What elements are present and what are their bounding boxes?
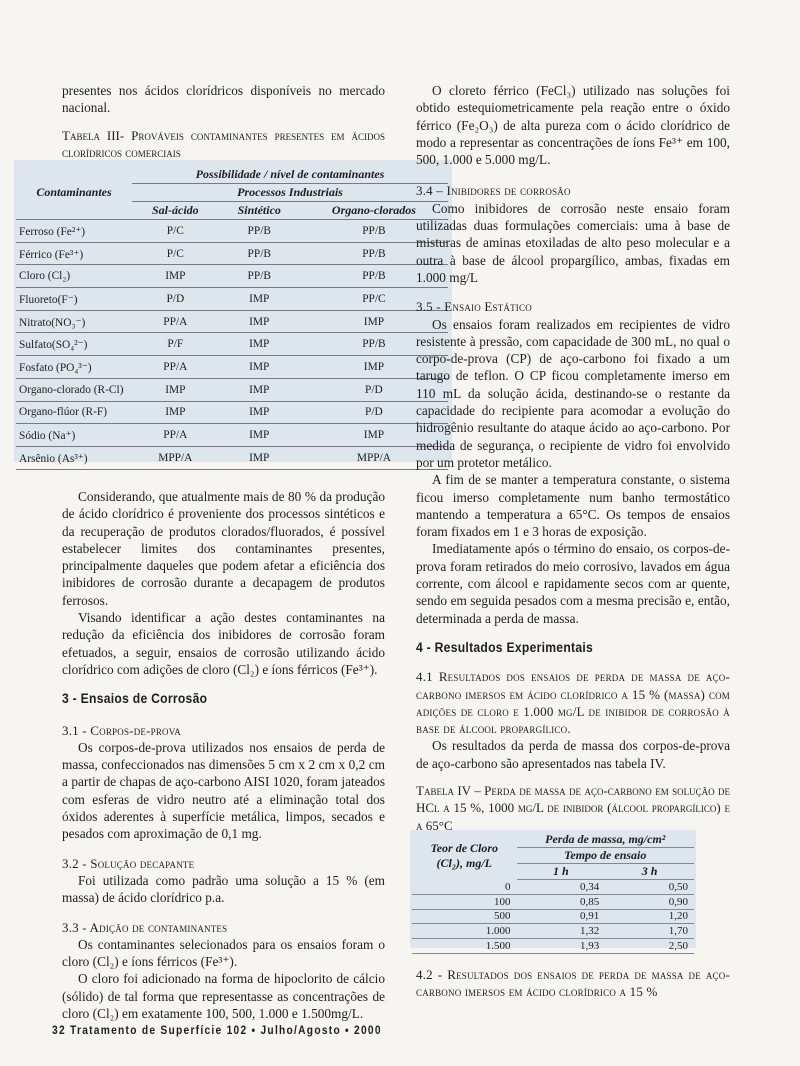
contaminant-name: Nitrato(NO₃⁻) [16, 310, 132, 333]
th-sal-acido: Sal-ácido [132, 202, 219, 220]
contaminant-name: Organo-flúor (R-F) [16, 401, 132, 424]
subsection-4-2: 4.2 - Resultados dos ensaios de perda de massa de aço-carbono imersos em ácido clorídrico a 15 % [416, 967, 730, 1000]
contaminant-level: IMP [300, 424, 448, 447]
contaminant-name: Cloro (Cl₂) [16, 265, 132, 288]
contaminant-level: P/D [132, 288, 219, 311]
th-possibilidade: Possibilidade / nível de contaminantes [132, 166, 448, 184]
contaminant-level: PP/C [300, 288, 448, 311]
chlorine-content: 1.000 [412, 924, 517, 939]
mass-loss-value: 0,85 [517, 894, 606, 909]
contaminant-level: MPP/A [300, 446, 448, 469]
table4-caption: Tabela IV – Perda de massa de aço-carbono em solução de HCl a 15 %, 1000 mg/L de inibidor (álcool propargílico) e a 65°C [416, 782, 730, 833]
table-row [412, 909, 694, 924]
left-column-top [62, 82, 385, 161]
contaminant-level: IMP [300, 310, 448, 333]
right-column [416, 82, 730, 834]
contaminant-level: IMP [219, 424, 300, 447]
th-contaminantes: Contaminantes [16, 166, 132, 220]
subsection-3-3: 3.3 - Adição de contaminantes [62, 919, 228, 935]
contaminant-level: PP/B [219, 265, 300, 288]
table-row [16, 242, 448, 265]
th-teor-line1: Teor de Cloro [430, 840, 499, 855]
subsection-3-3-text2: O cloro foi adicionado na forma de hipoclorito de cálcio (sólido) de tal forma que representasse as concentrações de cloro (Cl₂) em exatamente 100, 500, 1.000 e 1.500mg/L. [62, 971, 385, 1022]
contaminant-level: PP/A [132, 424, 219, 447]
table-row [412, 939, 694, 954]
table-row [16, 446, 448, 469]
table-row [412, 880, 694, 895]
contaminant-level: IMP [132, 378, 219, 401]
contaminant-level: MPP/A [132, 446, 219, 469]
th-processos: Processos Industriais [132, 184, 448, 202]
contaminant-level: IMP [219, 333, 300, 356]
contaminant-level: P/D [300, 378, 448, 401]
contaminant-level: PP/A [132, 356, 219, 379]
contaminant-level: IMP [219, 401, 300, 424]
mass-loss-value: 1,70 [605, 924, 694, 939]
subsection-3-5-text1: Os ensaios foram realizados em recipientes de vidro resistente à pressão, com capacidade de 300 mL, no qual o corpo-de-prova (CP) de aço-carbono foi fixado a um tarugo de teflon. O CP ficou completamente imerso em 110 mL da solução ácida, destinando-se o restante da capacidade do recipiente para acomodar a evolução do hidrogênio resultante do ataque ácido ao aço-carbono. Por medida de segurança, o recipiente de vidro foi envolvido por um protetor metálico. [416, 316, 730, 470]
table-row [16, 401, 448, 424]
table-row [16, 333, 448, 356]
subsection-4-1: 4.1 Resultados dos ensaios de perda de massa de aço-carbono imersos em ácido clorídrico a 15 % (massa) com adições de cloro e 1.000 mg/L de inibidor de corrosão à base de álcool propargílico. [416, 669, 730, 737]
table-row [16, 310, 448, 333]
section-heading-4: 4 - Resultados Experimentais [416, 639, 594, 655]
contaminant-name: Sódio (Na⁺) [16, 424, 132, 447]
contaminant-level: IMP [219, 446, 300, 469]
contaminant-level: IMP [219, 310, 300, 333]
subsection-4-1-text: Os resultados da perda de massa dos corpos-de-prova de aço-carbono são apresentados nas tabela IV. [416, 738, 730, 771]
subsection-3-2-text: Foi utilizada como padrão uma solução a 15 % (em massa) de ácido clorídrico p.a. [62, 872, 385, 906]
contaminant-level: P/C [132, 220, 219, 243]
mass-loss-value: 0,91 [517, 909, 606, 924]
table-row [16, 424, 448, 447]
subsection-3-5: 3.5 - Ensaio Estático [416, 299, 532, 315]
contaminant-name: Sulfato(SO₄²⁻) [16, 333, 132, 356]
chlorine-content: 500 [412, 909, 517, 924]
th-tempo: Tempo de ensaio [517, 848, 694, 864]
right-column-bottom [416, 966, 730, 1001]
contaminant-level: IMP [219, 288, 300, 311]
table-row [412, 894, 694, 909]
contaminant-name: Férrico (Fe³⁺) [16, 242, 132, 265]
contaminant-level: PP/B [300, 333, 448, 356]
subsection-3-2: 3.2 - Solução decapante [62, 855, 195, 871]
contaminant-level: PP/B [219, 242, 300, 265]
contaminant-name: Fluoreto(F⁻) [16, 288, 132, 311]
table-row [16, 356, 448, 379]
subsection-3-5-text2: A fim de se manter a temperatura constante, o sistema ficou imerso completamente num banho termostático mantendo a temperatura a 65°C. Os tempos de ensaios foram fixados em 1 e 3 horas de exposição. [416, 472, 730, 540]
page-footer: 32 Tratamento de Superfície 102 • Julho/Agosto • 2000 [52, 1023, 382, 1037]
contaminant-level: PP/A [132, 310, 219, 333]
contaminant-level: IMP [219, 378, 300, 401]
th-3h: 3 h [605, 864, 694, 880]
left-column-bottom [62, 488, 385, 1022]
table-row [16, 288, 448, 311]
mass-loss-value: 1,32 [517, 924, 606, 939]
contaminant-level: PP/B [300, 265, 448, 288]
paragraph-considerando: Considerando, que atualmente mais de 80 % da produção de ácido clorídrico é proveniente dos processos sintéticos e da recuperação de produtos clorados/fluorados, é possível estabelecer limites dos contaminantes presentes, principalmente daqueles que podem afetar a eficiência dos inibidores de corrosão durante a decapagem de produtos ferrosos. [62, 489, 385, 608]
contaminant-level: PP/B [300, 242, 448, 265]
paragraph-visando: Visando identificar a ação destes contaminantes na redução da eficiência dos inibidores de corrosão foram efetuados, a seguir, ensaios de corrosão utilizando ácido clorídrico com adições de cloro (Cl₂) e íons férricos (Fe³⁺). [62, 610, 385, 677]
contaminant-level: PP/B [219, 220, 300, 243]
contaminant-name: Arsênio (As³⁺) [16, 446, 132, 469]
th-1h: 1 h [517, 864, 606, 880]
table3-caption: Tabela III- Prováveis contaminantes presentes em ácidos clorídricos comerciais [62, 127, 385, 160]
paragraph-cloreto-ferrico: O cloreto férrico (FeCl₃) utilizado nas soluções foi obtido estequiometricamente pela reação entre o óxido férrico (Fe₂O₃) de alta pureza com o ácido clorídrico de modo a representar as concentrações de íons Fe³⁺ em 100, 500, 1.000 e 5.000 mg/L. [416, 83, 730, 168]
contaminant-level: P/C [132, 242, 219, 265]
mass-loss-value: 1,93 [517, 939, 606, 954]
mass-loss-value: 0,34 [517, 880, 606, 895]
th-teor-line2: (Cl₂), mg/L [436, 855, 493, 870]
subsection-3-1-text: Os corpos-de-prova utilizados nos ensaios de perda de massa, confeccionados nas dimensões 5 cm x 2 cm x 0,2 cm a partir de chapas de aço-carbono AISI 1020, foram jateados com esferas de vidro neutro até a eliminação total dos óxidos aderentes à superfície metálica, limpos, secados e pesados com aproximação de 0,1 mg. [62, 739, 385, 842]
section-heading-3: 3 - Ensaios de Corrosão [62, 691, 208, 707]
subsection-3-1: 3.1 - Corpos-de-prova [62, 722, 181, 738]
mass-loss-value: 0,50 [605, 880, 694, 895]
mass-loss-value: 2,50 [605, 939, 694, 954]
th-teor [412, 832, 517, 880]
subsection-3-3-text1: Os contaminantes selecionados para os ensaios foram o cloro (Cl₂) e íons férricos (Fe³⁺). [62, 936, 385, 970]
th-sintetico: Sintético [219, 202, 300, 220]
subsection-3-4: 3.4 – Inibidores de corrosão [416, 183, 571, 199]
contaminant-level: IMP [300, 356, 448, 379]
contaminant-level: IMP [132, 401, 219, 424]
chlorine-content: 0 [412, 880, 517, 895]
contaminant-level: P/F [132, 333, 219, 356]
subsection-3-5-text3: Imediatamente após o término do ensaio, os corpos-de-prova foram retirados do meio corrosivo, lavados em água corrente, com álcool e rapidamente secos com ar quente, sendo em seguida pesados com a mesma precisão e, então, determinada a perda de massa. [416, 541, 730, 626]
contaminant-level: IMP [219, 356, 300, 379]
table-row [16, 265, 448, 288]
mass-loss-value: 0,90 [605, 894, 694, 909]
table-row [16, 220, 448, 243]
contaminant-name: Fosfato (PO₄³⁻) [16, 356, 132, 379]
table-contaminants [16, 166, 448, 470]
subsection-3-4-text: Como inibidores de corrosão neste ensaio foram utilizadas duas formulações comerciais: uma à base de misturas de aminas etoxiladas de alto peso molecular e a outra à base de álcool propargílico, ambas, fixadas em 1.000 mg/L [416, 200, 730, 285]
contaminant-level: IMP [132, 265, 219, 288]
mass-loss-value: 1,20 [605, 909, 694, 924]
intro-text: presentes nos ácidos clorídricos disponíveis no mercado nacional. [62, 83, 385, 116]
table-mass-loss [412, 832, 694, 954]
chlorine-content: 1.500 [412, 939, 517, 954]
contaminant-name: Ferroso (Fe²⁺) [16, 220, 132, 243]
table-row [412, 924, 694, 939]
chlorine-content: 100 [412, 894, 517, 909]
contaminant-level: PP/B [300, 220, 448, 243]
contaminant-level: P/D [300, 401, 448, 424]
contaminant-name: Organo-clorado (R-Cl) [16, 378, 132, 401]
table-row [16, 378, 448, 401]
th-perda: Perda de massa, mg/cm² [517, 832, 694, 848]
th-organo-clorados: Organo-clorados [300, 202, 448, 220]
